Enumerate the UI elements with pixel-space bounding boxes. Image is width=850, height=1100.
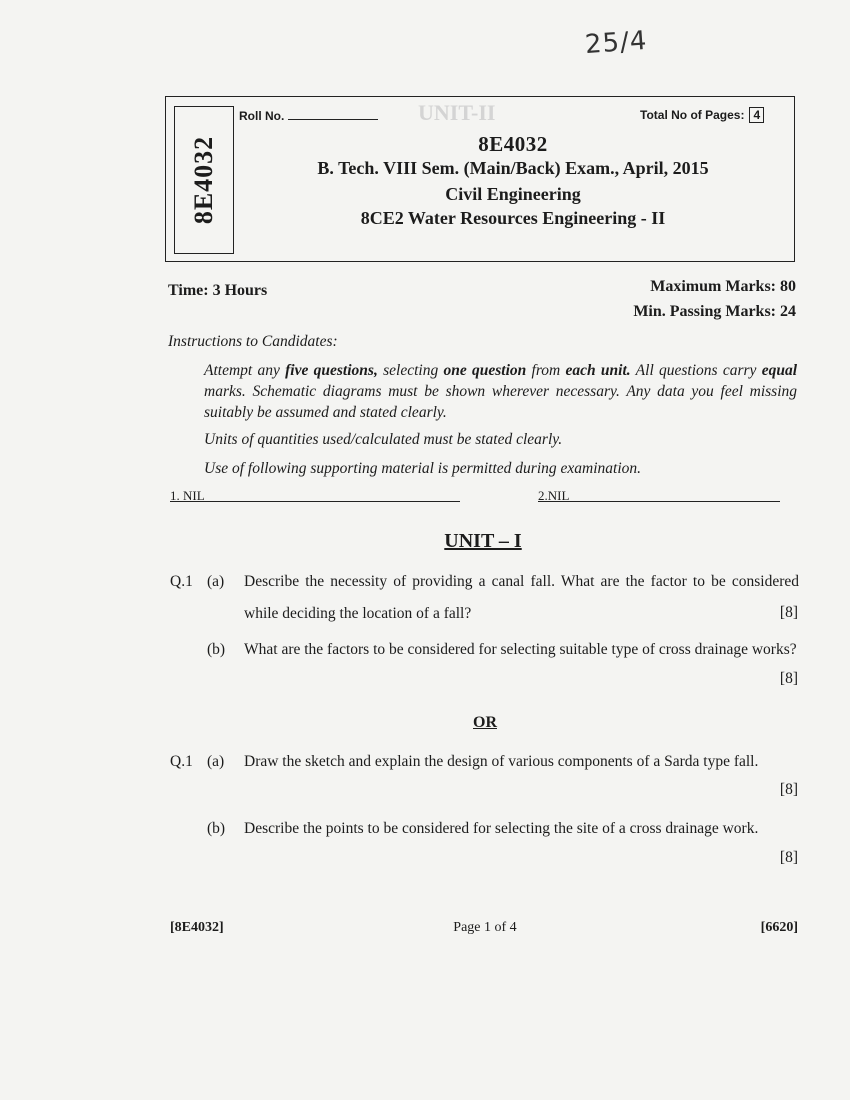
footer-page-number: Page 1 of 4 <box>453 920 517 935</box>
question-marks: [8] <box>779 670 798 687</box>
department-title: Civil Engineering <box>445 184 581 204</box>
roll-number-field <box>239 108 378 123</box>
question-marks: [8] <box>779 849 798 866</box>
question-text: Draw the sketch and explain the design of various components of a Sarda type fall. <box>244 753 759 770</box>
instructions-units-line: Units of quantities used/calculated must be stated clearly. <box>204 431 563 448</box>
roll-number-label: Roll No. <box>239 109 285 123</box>
supporting-material-1: 1. NIL <box>170 488 460 504</box>
bleed-through-text: UNIT-II <box>418 100 496 125</box>
exam-time: Time: 3 Hours <box>168 282 268 299</box>
question-text: Describe the necessity of providing a canal fall. What are the factor to be considered while deciding the location of a fall? <box>244 573 799 622</box>
total-pages-value: 4 <box>749 107 764 123</box>
question-text: Describe the points to be considered for selecting the site of a cross drainage work. <box>244 820 759 837</box>
question-part: (b) <box>207 641 226 658</box>
question-marks: [8] <box>779 781 798 798</box>
question-number: Q.1 <box>170 753 193 770</box>
question-part: (a) <box>207 753 225 770</box>
question-marks: [8] <box>779 604 798 621</box>
unit-heading: UNIT – I <box>444 530 522 552</box>
instructions-material-line: Use of following supporting material is permitted during examination. <box>204 460 642 477</box>
handwritten-note: 25/4 <box>584 25 649 61</box>
min-passing-marks: Min. Passing Marks: 24 <box>633 303 796 320</box>
vertical-paper-code: 8E4032 <box>189 135 218 225</box>
question-number: Q.1 <box>170 573 193 590</box>
total-pages <box>640 107 764 123</box>
roll-number-line <box>288 108 378 120</box>
question-part: (a) <box>207 573 225 590</box>
supporting-material-2: 2.NIL <box>538 488 780 504</box>
vertical-code-box <box>174 106 234 254</box>
exam-title: B. Tech. VIII Sem. (Main/Back) Exam., April, 2015 <box>317 158 709 178</box>
maximum-marks: Maximum Marks: 80 <box>650 278 796 295</box>
total-pages-label: Total No of Pages: <box>640 108 745 122</box>
footer-copies: [6620] <box>760 920 798 935</box>
paper-code: 8E4032 <box>478 132 548 156</box>
subject-title: 8CE2 Water Resources Engineering - II <box>360 208 666 228</box>
question-text: What are the factors to be considered for selecting suitable type of cross drainage works? <box>244 641 797 658</box>
instructions-paragraph: Attempt any five questions, selecting one question from each unit. All questions carry equal marks. Schematic diagrams must be shown wherever necessary. Any data you feel missing suitably be assumed and stated clearly. <box>204 362 798 421</box>
or-separator: OR <box>473 714 497 731</box>
instructions-heading: Instructions to Candidates: <box>168 333 338 350</box>
question-part: (b) <box>207 820 226 837</box>
footer-paper-code: [8E4032] <box>170 920 224 935</box>
